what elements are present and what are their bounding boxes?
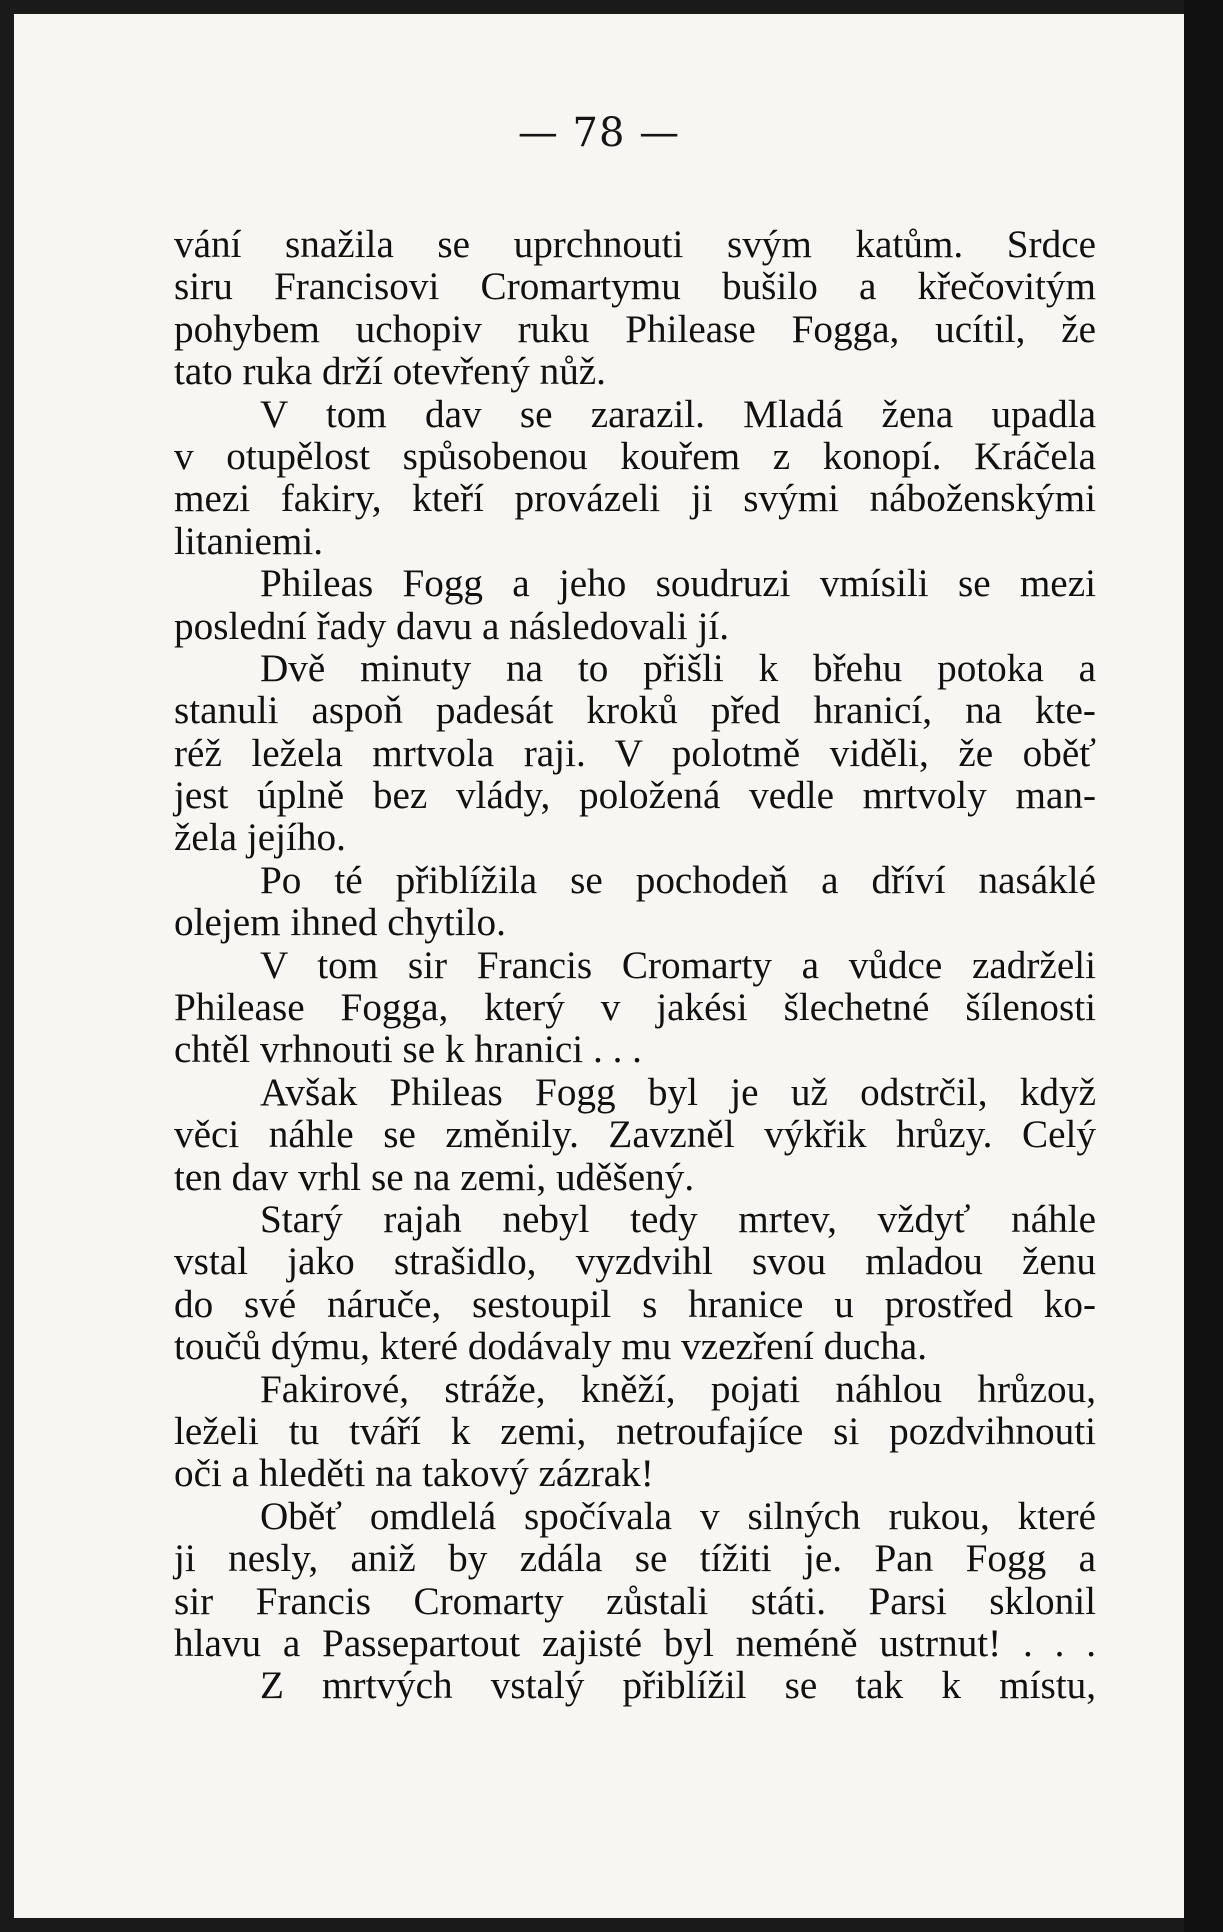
text-line: chtěl vrhnouti se k hranici . . . — [174, 1028, 642, 1072]
page-number: — 78 — — [517, 110, 681, 156]
text-line: Fakirové, stráže, kněží, pojati náhlou hrůzou, — [260, 1367, 1096, 1411]
text-line: vstal jako strašidlo, vyzdvihl svou mladou ženu — [174, 1240, 1096, 1284]
text-line: mezi fakiry, kteří provázeli ji svými náboženskými — [174, 477, 1096, 521]
text-line: Philease Fogga, který v jakési šlechetné šílenosti — [174, 986, 1096, 1030]
text-line: sir Francis Cromarty zůstali státi. Parsi sklonil — [174, 1579, 1096, 1623]
text-line: olejem ihned chytilo. — [174, 901, 506, 945]
text-line: vání snažila se uprchnouti svým katům. Srdce — [174, 223, 1096, 266]
text-line: ji nesly, aniž by zdála se tížiti je. Pan Fogg a — [174, 1537, 1096, 1581]
text-line: Po té přiblížila se pochodeň a dříví nasáklé — [260, 858, 1096, 902]
text-line: ten dav vrhl se na zemi, uděšený. — [174, 1155, 695, 1199]
text-line: jest úplně bez vlády, položená vedle mrtvoly man- — [174, 774, 1096, 818]
page-edge-shadow — [1184, 0, 1223, 1932]
text-line: Starý rajah nebyl tedy mrtev, vždyť náhle — [260, 1197, 1096, 1241]
text-line: Avšak Phileas Fogg byl je už odstrčil, když — [260, 1070, 1096, 1114]
text-line: toučů dýmu, které dodávaly mu vzezření ducha. — [174, 1325, 928, 1369]
book-page — [14, 14, 1184, 1918]
body-text — [174, 224, 1096, 1708]
text-line: v otupělost spůsobenou kouřem z konopí. Kráčela — [174, 434, 1096, 478]
text-line: do své náruče, sestoupil s hranice u prostřed ko- — [174, 1282, 1096, 1326]
text-line: pohybem uchopiv ruku Philease Fogga, ucítil, že — [174, 307, 1096, 351]
text-line: siru Francisovi Cromartymu bušilo a křečovitým — [174, 265, 1096, 309]
text-line: tato ruka drží otevřený nůž. — [174, 350, 606, 394]
text-line: leželi tu tváří k zemi, netroufajíce si pozdvihnouti — [174, 1409, 1096, 1453]
text-line: hlavu a Passepartout zajisté byl neméně ustrnut! . . . — [174, 1621, 1096, 1665]
text-line: stanuli aspoň padesát kroků před hranicí, na kte- — [174, 689, 1096, 733]
text-line: réž ležela mrtvola raji. V polotmě viděli, že oběť — [174, 731, 1096, 775]
text-line: žela jejího. — [174, 816, 346, 860]
text-line: litaniemi. — [174, 519, 324, 563]
text-line: poslední řady davu a následovali jí. — [174, 604, 730, 648]
text-line: Oběť omdlelá spočívala v silných rukou, které — [260, 1494, 1096, 1538]
text-line: Phileas Fogg a jeho soudruzi vmísili se mezi — [260, 562, 1096, 606]
text-line: Z mrtvých vstalý přiblížil se tak k místu, — [260, 1664, 1096, 1708]
text-line: V tom dav se zarazil. Mladá žena upadla — [260, 392, 1096, 436]
text-line: oči a hleděti na takový zázrak! — [174, 1452, 654, 1496]
text-line: Dvě minuty na to přišli k břehu potoka a — [260, 646, 1096, 690]
text-line: věci náhle se změnily. Zavzněl výkřik hrůzy. Celý — [174, 1113, 1096, 1157]
text-line: V tom sir Francis Cromarty a vůdce zadrželi — [260, 943, 1096, 987]
